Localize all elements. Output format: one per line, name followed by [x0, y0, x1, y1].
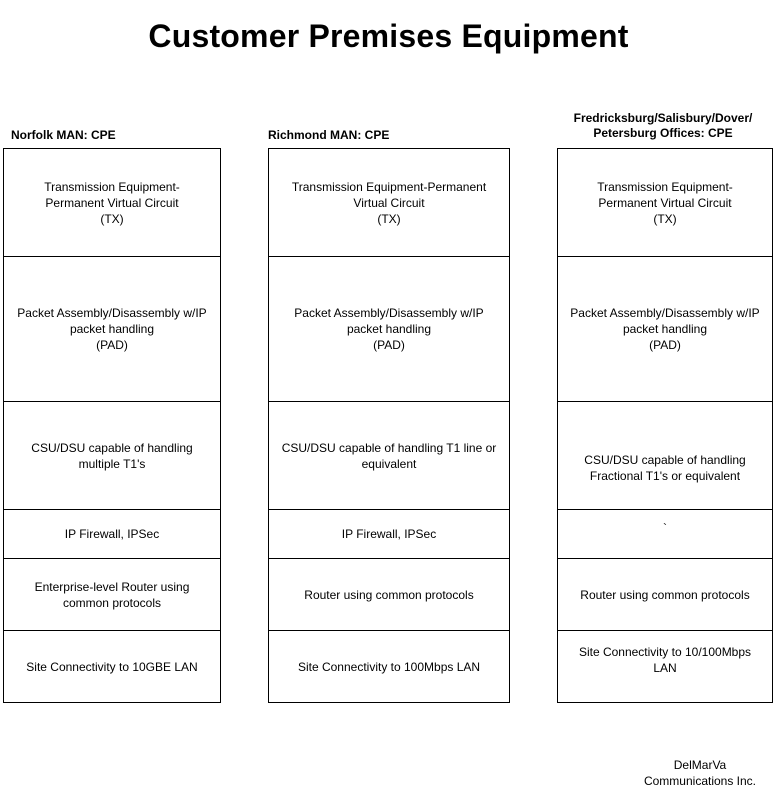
cell-firewall: IP Firewall, IPSec: [4, 510, 220, 559]
column-norfolk: [3, 148, 221, 703]
cell-router: Router using common protocols: [558, 559, 772, 631]
column-header-richmond: Richmond MAN: CPE: [268, 128, 390, 142]
cell-tx: Transmission Equipment-Permanent Virtual Circuit (TX): [269, 149, 509, 257]
column-richmond: [268, 148, 510, 703]
page-title: Customer Premises Equipment: [148, 18, 629, 54]
cell-lan: Site Connectivity to 10GBE LAN: [26, 659, 198, 674]
column-branch-offices: [557, 148, 773, 703]
column-header-branch-offices: Fredricksburg/Salisbury/Dover/ Petersburg Offices: CPE: [573, 111, 753, 140]
cell-router: Enterprise-level Router using common protocols: [4, 559, 220, 631]
cell-firewall: `: [558, 510, 772, 559]
column-header-norfolk: Norfolk MAN: CPE: [11, 128, 116, 142]
cell-pad: Packet Assembly/Disassembly w/IP packet handling (PAD): [4, 257, 220, 402]
cell-csu-dsu: CSU/DSU capable of handling Fractional T1's or equivalent: [558, 402, 772, 510]
cell-pad: Packet Assembly/Disassembly w/IP packet handling (PAD): [269, 257, 509, 402]
cell-lan: Site Connectivity to 100Mbps LAN: [297, 659, 481, 674]
cell-tx: Transmission Equipment- Permanent Virtual Circuit (TX): [4, 149, 220, 257]
cell-lan: Site Connectivity to 10/100Mbps LAN: [578, 644, 752, 675]
cell-csu-dsu: CSU/DSU capable of handling T1 line or equivalent: [269, 402, 509, 510]
cell-csu-dsu: CSU/DSU capable of handling multiple T1's: [4, 402, 220, 510]
cell-router: Router using common protocols: [269, 559, 509, 631]
cell-pad: Packet Assembly/Disassembly w/IP packet handling (PAD): [558, 257, 772, 402]
company-name: DelMarVa Communications Inc.: [643, 758, 757, 788]
cell-tx: Transmission Equipment- Permanent Virtual Circuit (TX): [558, 149, 772, 257]
cell-firewall: IP Firewall, IPSec: [269, 510, 509, 559]
